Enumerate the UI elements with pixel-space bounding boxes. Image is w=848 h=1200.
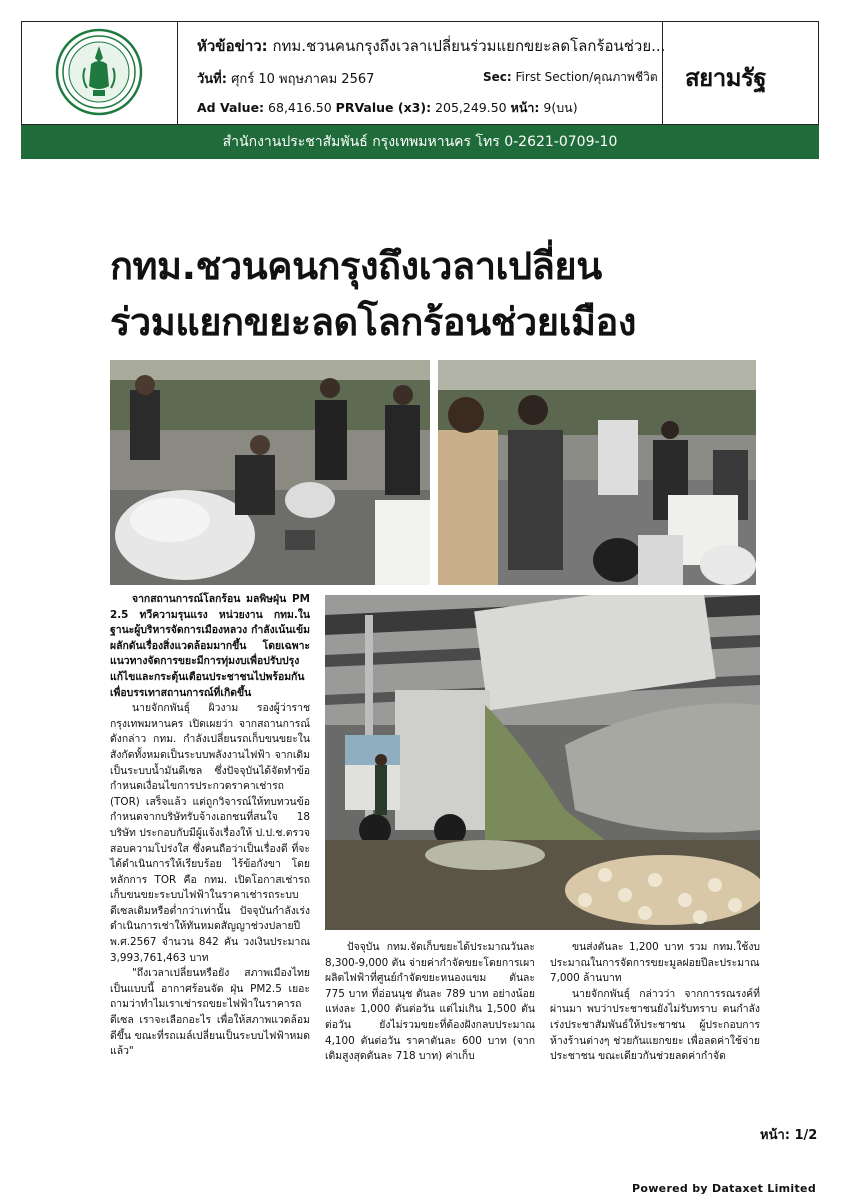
- article-column-2: [325, 940, 535, 1065]
- page-number-value: 1/2: [794, 1128, 818, 1143]
- article-column-3: [550, 940, 760, 1065]
- col3-paragraph-2: นายจักกพันธุ์ กล่าวว่า จากการรณรงค์ที่ผ่านมา พบว่าประชาชนยังไม่รับทราบ ตนกำลังเร่งประชาสัมพันธ์ให้ประชาชน ผู้ประกอบการ ห้างร้านต่างๆ ช่วยกันแยกขยะ เพื่อลดค่าใช้จ่ายประชาชน ขณะเดียวกันช่วยลดค่ากำจัด: [550, 987, 760, 1063]
- article-title: [110, 238, 750, 350]
- date-value: ศุกร์ 10 พฤษภาคม 2567: [231, 72, 375, 87]
- headline-row: [197, 34, 665, 58]
- logo-cell: [22, 22, 178, 124]
- headline-label: หัวข้อข่าว:: [197, 37, 268, 55]
- agency-bar: สำนักงานประชาสัมพันธ์ กรุงเทพมหานคร โทร 0-2621-0709-10: [21, 125, 819, 159]
- col3-paragraph-1: ขนส่งตันละ 1,200 บาท รวม กทม.ใช้งบประมาณในการจัดการขยะมูลฝอยปีละประมาณ 7,000 ล้านบาท: [550, 941, 760, 985]
- page-number: [760, 1124, 817, 1145]
- ad-value: 68,416.50: [268, 100, 332, 115]
- col2-paragraph-1: ปัจจุบัน กทม.จัดเก็บขยะได้ประมาณวันละ 8,300-9,000 ตัน จ่ายค่ากำจัดขยะโดยการเผาผลิตไฟฟ้าที่ศูนย์กำจัดขยะหนองแขม ตันละ 775 บาท ที่อ่อนนุช ตันละ 789 บาท อย่างน้อยแห่งละ 1,000 ตันต่อวัน แต่ไม่เกิน 1,500 ตันต่อวัน ยังไม่รวมขยะที่ต้องฝังกลบประมาณ 4,100 ตันต่อวัน ราคาตันละ 600 บาท (จากเดิมสูงสุดตันละ 718 บาท) ค่าเก็บ: [325, 941, 535, 1063]
- article-column-1: [110, 592, 310, 1060]
- value-row: [197, 98, 578, 118]
- section-label: Sec:: [483, 70, 512, 84]
- ad-value-label: Ad Value:: [197, 100, 265, 115]
- date-label: วันที่:: [197, 72, 227, 87]
- article-title-line1: กทม.ชวนคนกรุงถึงเวลาเปลี่ยน: [110, 244, 602, 288]
- article-title-line2: ร่วมแยกขยะลดโลกร้อนช่วยเมือง: [110, 300, 636, 344]
- publication-name: สยามรัฐ: [685, 64, 767, 92]
- publication-cell: [662, 22, 819, 124]
- col1-paragraph-2: นายจักกพันธุ์ ผิวงาม รองผู้ว่าราชกรุงเทพมหานคร เปิดเผยว่า จากสถานการณ์ดังกล่าว กทม. กำลังเปลี่ยนรถเก็บขนขยะในสังกัดทั้งหมดเป็นระบบพลังงานไฟฟ้า จากเดิมเป็นระบบน้ำมันดีเซล ซึ่งปัจจุบันได้จัดทำข้อกำหนดเงื่อนไขการประกวดราคาเช่ารถ (TOR) เสร็จแล้ว แต่ถูกวิจารณ์ให้ทบทวนข้อกำหนดจากบริษัทรับจ้างเอกชนที่สนใจ 18 บริษัท ประกอบกับมีผู้แจ้งเรื่องให้ ป.ป.ช.ตรวจสอบความโปร่งใส ซึ่งคนถือว่าเป็นเรื่องดี ที่จะได้ดำเนินการให้เรียบร้อย ไร้ข้อกังขา โดยหลักการ TOR คือ กทม. เปิดโอกาสเช่ารถเก็บขนขยะระบบไฟฟ้าในราคาเช่ารถระบบดีเซลเดิมหรือต่ำกว่าเท่านั้น ปัจจุบันกำลังเร่งดำเนินการเช่าให้ทันหมดสัญญาช่วงปลายปี พ.ศ.2567 จำนวน 842 คัน วงเงินประมาณ 3,993,761,463 บาท: [110, 702, 310, 964]
- photo-residents-bringing-waste: [438, 360, 756, 585]
- col1-paragraph-3: "ถึงเวลาเปลี่ยนหรือยัง สภาพเมืองไทยเป็นแบบนี้ อากาศร้อนจัด ฝุ่น PM2.5 เยอะถามว่าทำไมเราเช่ารถขยะไฟฟ้าในราคารถดีเซล เราจะเลือกอะไร เพื่อให้สภาพแวดล้อมดีขึ้น ขณะที่รถเมล์เปลี่ยนเป็นระบบไฟฟ้าหมดแล้ว": [110, 967, 310, 1058]
- date-row: [197, 68, 374, 89]
- powered-by: Powered by Dataxet Limited: [632, 1182, 816, 1195]
- col1-paragraph-1: จากสถานการณ์โลกร้อน มลพิษฝุ่น PM 2.5 ทวีความรุนแรง หน่วยงาน กทม.ในฐานะผู้บริหารจัดการเมืองหลวง กำลังเน้นเข้มผลักดันเรื่องสิ่งแวดล้อมมากขึ้น โดยเฉพาะแนวทางจัดการขยะมีการทุ่มงบเพื่อปรับปรุงแก้ไขและกระตุ้นเตือนประชาชนไปพร้อมกัน เพื่อบรรเทาสถานการณ์ที่เกิดขึ้น: [110, 593, 310, 699]
- pr-value: 205,249.50: [435, 100, 507, 115]
- pr-value-label: PRValue (x3):: [335, 100, 432, 115]
- photo-garbage-truck-unloading: [325, 595, 760, 930]
- photo-staff-sorting-waste: [110, 360, 430, 585]
- section-row: [483, 68, 658, 87]
- bma-seal-icon: [55, 28, 143, 116]
- page-number-label: หน้า:: [760, 1128, 790, 1143]
- clipping-header: [21, 21, 819, 125]
- headline-value: กทม.ชวนคนกรุงถึงเวลาเปลี่ยนร่วมแยกขยะลดโลกร้อนช่วย...: [272, 37, 666, 55]
- page-value: 9(บน): [543, 100, 578, 115]
- page-label: หน้า:: [510, 100, 540, 115]
- section-value: First Section/คุณภาพชีวิต: [515, 70, 658, 84]
